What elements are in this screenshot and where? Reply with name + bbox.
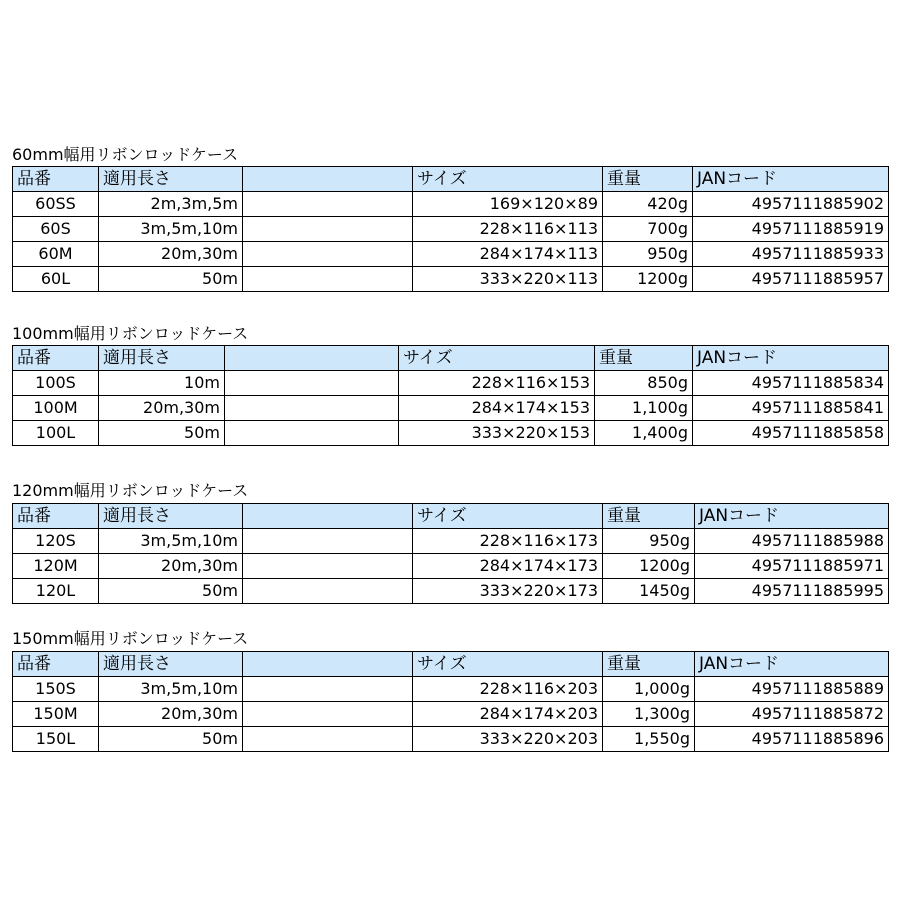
table-row [13, 242, 889, 267]
cell-length: 50m [99, 579, 243, 604]
cell-weight: 850g [595, 371, 693, 396]
cell-weight: 420g [603, 192, 693, 217]
header-blank [225, 346, 399, 371]
header-blank [243, 652, 413, 677]
cell-size: 228×116×173 [413, 529, 603, 554]
cell-jan: 4957111885902 [693, 192, 889, 217]
cell-jan: 4957111885995 [695, 579, 889, 604]
cell-size: 169×120×89 [413, 192, 603, 217]
header-blank [243, 167, 413, 192]
cell-blank [225, 396, 399, 421]
cell-code: 100S [13, 371, 99, 396]
cell-blank [243, 529, 413, 554]
cell-jan: 4957111885896 [695, 727, 889, 752]
section-title: 100mm幅用リボンロッドケース [12, 324, 249, 343]
section-title: 120mm幅用リボンロッドケース [12, 481, 249, 500]
cell-size: 228×116×113 [413, 217, 603, 242]
header-weight: 重量 [603, 167, 693, 192]
cell-jan: 4957111885933 [693, 242, 889, 267]
cell-code: 60M [13, 242, 99, 267]
cell-jan: 4957111885841 [693, 396, 889, 421]
table-row [13, 554, 889, 579]
cell-blank [243, 579, 413, 604]
header-length: 適用長さ [99, 346, 225, 371]
cell-length: 2m,3m,5m [99, 192, 243, 217]
spec-table [12, 345, 889, 446]
cell-size: 228×116×203 [413, 677, 603, 702]
cell-weight: 1,100g [595, 396, 693, 421]
header-size: サイズ [413, 652, 603, 677]
cell-code: 60S [13, 217, 99, 242]
cell-weight: 1450g [603, 579, 695, 604]
cell-code: 120M [13, 554, 99, 579]
cell-length: 20m,30m [99, 702, 243, 727]
spec-table [12, 166, 889, 292]
header-code: 品番 [13, 167, 99, 192]
header-weight: 重量 [603, 652, 695, 677]
header-size: サイズ [413, 504, 603, 529]
cell-blank [243, 242, 413, 267]
cell-jan: 4957111885889 [695, 677, 889, 702]
cell-weight: 950g [603, 242, 693, 267]
header-jan: JANコード [695, 652, 889, 677]
cell-code: 150S [13, 677, 99, 702]
cell-size: 333×220×113 [413, 267, 603, 292]
cell-blank [225, 421, 399, 446]
cell-code: 60SS [13, 192, 99, 217]
header-weight: 重量 [595, 346, 693, 371]
cell-weight: 1,550g [603, 727, 695, 752]
cell-code: 100L [13, 421, 99, 446]
table-row [13, 677, 889, 702]
spec-table [12, 651, 889, 752]
table-row [13, 579, 889, 604]
cell-length: 3m,5m,10m [99, 529, 243, 554]
table-header-row [13, 504, 889, 529]
table-header-row [13, 167, 889, 192]
cell-length: 50m [99, 267, 243, 292]
cell-weight: 1,400g [595, 421, 693, 446]
cell-weight: 1,300g [603, 702, 695, 727]
table-row [13, 421, 889, 446]
cell-length: 20m,30m [99, 396, 225, 421]
cell-blank [243, 554, 413, 579]
cell-weight: 1200g [603, 554, 695, 579]
cell-size: 228×116×153 [399, 371, 595, 396]
cell-weight: 950g [603, 529, 695, 554]
cell-code: 120L [13, 579, 99, 604]
table-row [13, 727, 889, 752]
cell-weight: 700g [603, 217, 693, 242]
cell-length: 3m,5m,10m [99, 677, 243, 702]
cell-length: 50m [99, 421, 225, 446]
section-title: 60mm幅用リボンロッドケース [12, 145, 239, 164]
header-jan: JANコード [693, 346, 889, 371]
table-header-row [13, 652, 889, 677]
header-jan: JANコード [695, 504, 889, 529]
cell-jan: 4957111885971 [695, 554, 889, 579]
cell-blank [225, 371, 399, 396]
table-header-row [13, 346, 889, 371]
table-row [13, 267, 889, 292]
header-blank [243, 504, 413, 529]
header-size: サイズ [399, 346, 595, 371]
header-length: 適用長さ [99, 652, 243, 677]
cell-size: 284×174×173 [413, 554, 603, 579]
spec-table [12, 503, 889, 604]
cell-blank [243, 702, 413, 727]
cell-size: 333×220×203 [413, 727, 603, 752]
cell-code: 100M [13, 396, 99, 421]
cell-blank [243, 677, 413, 702]
cell-weight: 1,000g [603, 677, 695, 702]
cell-length: 10m [99, 371, 225, 396]
cell-blank [243, 267, 413, 292]
cell-jan: 4957111885834 [693, 371, 889, 396]
header-code: 品番 [13, 504, 99, 529]
table-row [13, 396, 889, 421]
cell-size: 284×174×203 [413, 702, 603, 727]
header-length: 適用長さ [99, 504, 243, 529]
cell-length: 50m [99, 727, 243, 752]
cell-blank [243, 727, 413, 752]
table-row [13, 371, 889, 396]
cell-length: 3m,5m,10m [99, 217, 243, 242]
header-size: サイズ [413, 167, 603, 192]
cell-blank [243, 192, 413, 217]
table-row [13, 217, 889, 242]
cell-length: 20m,30m [99, 242, 243, 267]
table-row [13, 529, 889, 554]
cell-size: 284×174×153 [399, 396, 595, 421]
cell-jan: 4957111885919 [693, 217, 889, 242]
header-length: 適用長さ [99, 167, 243, 192]
cell-jan: 4957111885872 [695, 702, 889, 727]
cell-length: 20m,30m [99, 554, 243, 579]
cell-jan: 4957111885957 [693, 267, 889, 292]
header-weight: 重量 [603, 504, 695, 529]
cell-code: 150L [13, 727, 99, 752]
cell-blank [243, 217, 413, 242]
cell-weight: 1200g [603, 267, 693, 292]
cell-code: 60L [13, 267, 99, 292]
cell-jan: 4957111885988 [695, 529, 889, 554]
section-title: 150mm幅用リボンロッドケース [12, 629, 249, 648]
header-code: 品番 [13, 346, 99, 371]
cell-size: 333×220×173 [413, 579, 603, 604]
cell-jan: 4957111885858 [693, 421, 889, 446]
cell-size: 333×220×153 [399, 421, 595, 446]
header-code: 品番 [13, 652, 99, 677]
header-jan: JANコード [693, 167, 889, 192]
cell-size: 284×174×113 [413, 242, 603, 267]
cell-code: 150M [13, 702, 99, 727]
cell-code: 120S [13, 529, 99, 554]
table-row [13, 702, 889, 727]
table-row [13, 192, 889, 217]
